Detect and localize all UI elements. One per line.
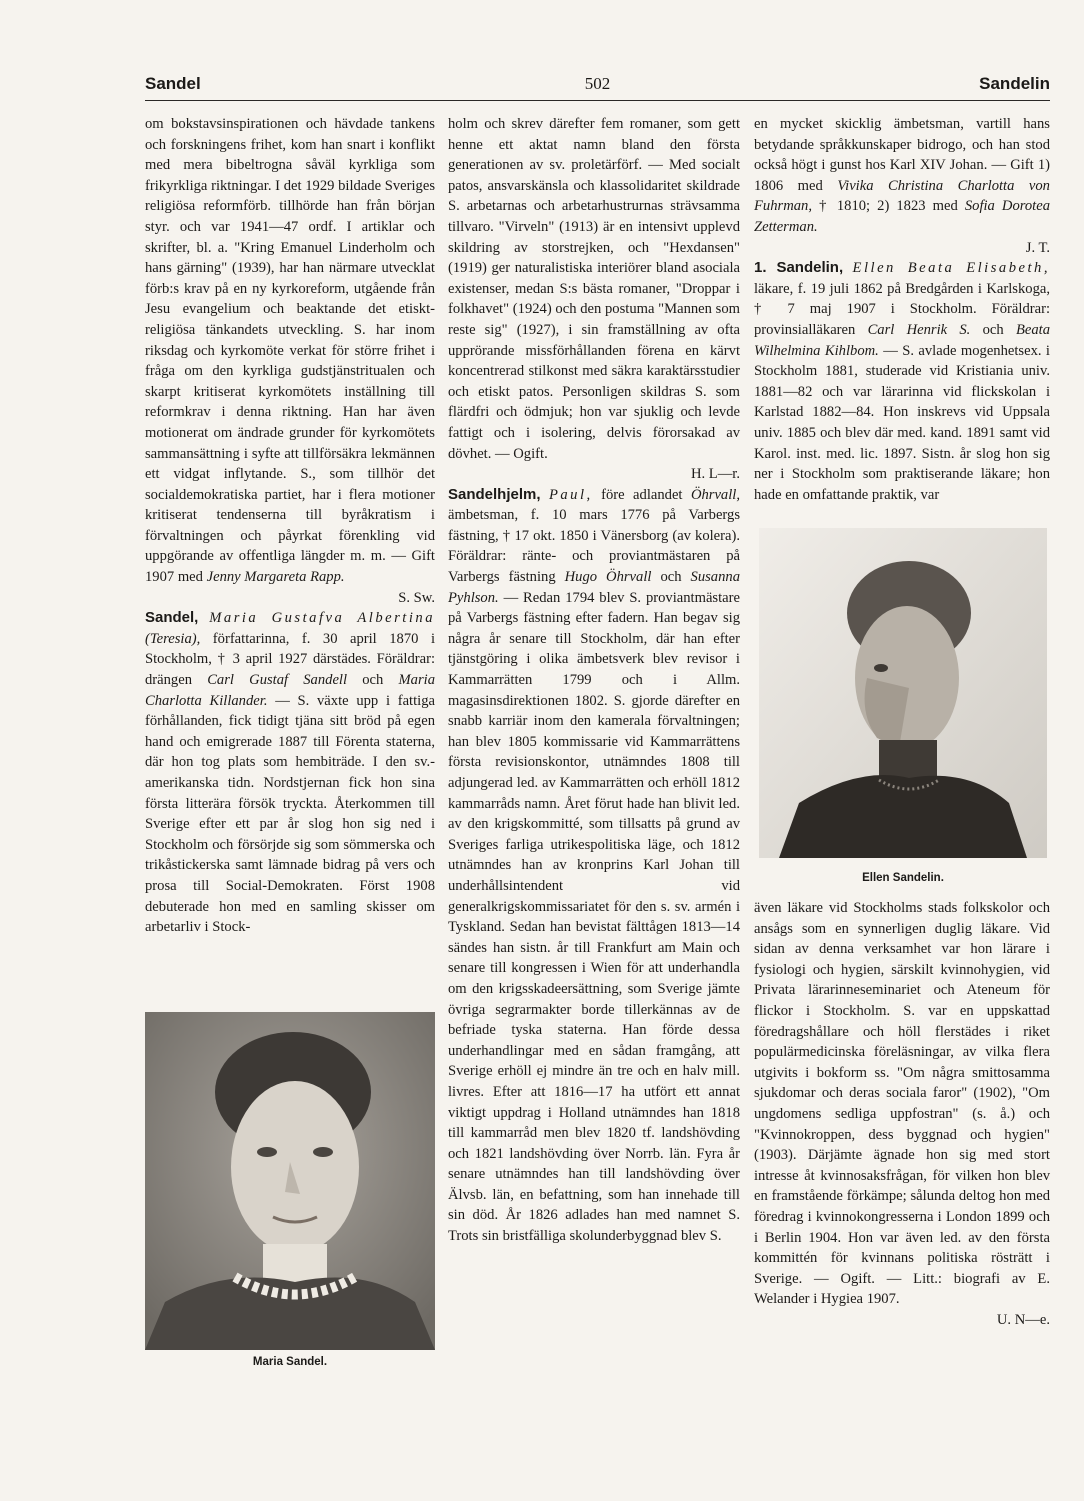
entry-text: — S. avlade mogenhetsex. i Stockholm 1881, studerade vid Kristiania univ. 1881—82 och var lärarinna vid flickskolan i Karlstad 1882—84. Hon inskrevs vid Uppsala univ. 1885 och blev där med. kand. 1891 samt vid Karol. inst. med. lic. 1897. Sistn. år slog hon sig ner i Stockholm som praktiserande läkare; hon hade en omfattande praktik, var [754,342,1050,503]
spouse-name: Vivika Christina Charlotta von Fuhrman, [754,177,1050,215]
portrait-ellen-sandelin [759,528,1047,858]
author-signature: S. Sw. [398,589,435,606]
entry-given-names: Ellen Beata Elisabeth, [852,260,1050,277]
portrait-image [759,528,1047,858]
column-3 [754,114,1050,505]
entry-text: holm och skrev därefter fem romaner, som gett henne ett aktat namn bland den första generationen av sv. proletärförf. — Med socialt patos, ansvarskänsla och klassolidaritet skildrade S. arbetarnas och arbetarhustrurnas strävsamma tillvaro. "Virveln" (1913) är en intensivt upplevd skildring av storstrejken, och "Hexdansen" (1919) ger naturalistiska interiörer bland asociala existenser, medan S:s bästa romaner, "Droppar i folkhavet" (1924) och den postuma "Mannen som reste sig" (1927), i sin framställning av ofta upprörande missförhållanden förena en kärvt koncentrerad stilkonst med säkra karaktärsstudier och etiskt patos. Personligen skildras S. som flärdfri och ödmjuk; hon var sjuklig och levde fattigt och i isolering, delvis förorsakad av dövhet. — Ogift. [448,116,740,462]
column-2 [448,114,740,1247]
previous-surname: Öhrvall, [690,486,740,503]
entry-sandelhjelm-continuation [754,114,1050,258]
entry-text: om bokstavsinspirationen och hävdade tankens och forskningens frihet, kom han snart i konflikt med mera bibeltrogna såväl kyrkliga som frikyrkliga riktningar. I det 1929 bildade Sveriges religiösa reformförb. tillhörde han från början styr. och var 1941—47 ordf. I artiklar och skrifter, bl. a. "Kring Emanuel Linderholm och hans gärning" (1939), har han närmare utvecklat förb:s krav på en ny kyrkoreform, utgående från Jesu evangelium och beaktande det etiskt-religiösa tänkandets utveckling. S. har inom riksdag och kyrkomöte verkat för större frihet i fråga om den kyrkliga gudstjänstritualen och skarpt kritiserat kyrkomötets inställning till reformkrav i denna riktning. Han har även motionerat om ändrade grunder för kyrkomötets sammansättning i syfte att tillförsäkra lekmännen ett vidgat inflytande. S., som tillhör det socialdemokratiska partiet, har i flera motioner kritiserat tendenserna till byråkratism i förvaltningen och påyrkat förenkling vid uppgörande av offentliga längder m. m. — Gift 1907 med [145,116,435,586]
spouse-name: Jenny Margareta Rapp. [206,569,345,586]
entry-headword: Sandelhjelm, [448,485,541,503]
author-signature: U. N—e. [996,1311,1050,1328]
header-right-entry: Sandelin [979,74,1050,93]
header-left-entry: Sandel [145,74,201,93]
column-1 [145,114,435,938]
mother-name: Susanna Pyhlson. [448,569,740,606]
entry-text: och [660,569,682,586]
father-name: Carl Henrik S. [867,321,971,338]
entry-headword: 1. Sandelin, [754,259,844,277]
entry-text: ämbetsman, f. 10 mars 1776 på Varbergs fästning, † 17 okt. 1850 i Vänersborg (av kolera). Föräldrar: ränte- och proviantmästaren på Varbergs fästning [448,507,740,586]
caption-ellen-sandelin: Ellen Sandelin. [862,872,944,884]
entry-given-names: Paul, [548,486,593,503]
mother-name: Beata Wilhelmina Kihlbom. [754,321,1050,359]
entry-text: — Redan 1794 blev S. proviantmästare på Varbergs fästning efter fadern. Han begav sig några år senare till Stockholm, där han efter tjänstgöring i olika ämbetsverk blev revisor i Kammarrätten 1799 och i Allm. magasinsdirektionen 1802. S. gjorde därefter en snabb karriär inom den kamerala förvaltningen; han blev 1805 kommissarie vid Kammarrättens första revisionskontor, utnämndes 1808 till adjungerad led. av Kammarrätten och erhöll 1812 kammarråds namn. Året förut hade han blivit led. av den krigskommitté, som tillsatts på grund av Sveriges farliga utrikespolitiska läge, och 1812 utnämndes han av kronprins Karl Johan till underhållsintendent vid generalkrigskommissariatet för den s. sv. armén i Tyskland. Sedan han bevistat fälttågen 1813—14 sändes han sistn. år till Frankfurt am Main och senare till kongressen i Wien för att underhandla om den krigsskadeersättning, som Sverige jämte övriga segrarmakter borde tillerkännas av de befriade tyska staterna. Han förde dessa underhandlingar med en sådan framgång, att Sverige erhöll ej mindre än tre och en halv mill. livres. Efter att 1816—17 ha utfört ett annat viktigt uppdrag i Holland utnämndes han 1818 till kammarråd men blev 1820 tf. landshövding och 1821 landshövding över Norrb. län. Fyra år senare utnämndes han till landshövding över Älvsb. län, en befattning, som han innehade till sin död. År 1826 adlades han med namnet S. Trots sin bristfälliga skolunderbyggnad blev S. [448,589,740,1245]
caption-maria-sandel: Maria Sandel. [252,1356,328,1368]
column-3-lower [754,898,1050,1330]
father-name: Carl Gustaf Sandell [207,672,348,689]
entry-sandelhjelm [448,485,740,1247]
entry-text: en mycket skicklig ämbetsman, vartill hans betydande språkkunskaper bidrogo, och han stod också högt i gunst hos Karl XIV Johan. — Gift 1) 1806 med [754,116,1050,194]
entry-sandel-continuation [145,114,435,608]
spouse-name: Sofia Dorotea Zetterman. [754,198,1051,235]
entry-text: författarinna, f. 30 april 1870 i Stockholm, † 3 april 1927 därstädes. Föräldrar: drängen [145,630,435,689]
mother-name: Maria Charlotta Killander. [145,672,435,709]
entry-ellen-sandelin [754,258,1050,505]
entry-text: och [982,321,1004,338]
entry-given-names: Maria Gustafva Albertina [209,610,436,627]
entry-text: före adlandet [601,486,683,503]
entry-alias: (Teresia), [145,630,201,647]
author-signature: H. L—r. [690,466,740,483]
entry-text: läkare, f. 19 juli 1862 på Bredgården i Karlskoga, † 7 maj 1907 i Stockholm. Föräldrar: provinsialläkaren [754,280,1050,338]
page-number: 502 [584,74,611,93]
entry-headword: Sandel, [145,609,199,627]
entry-maria-sandel [145,608,435,938]
entry-text: † 1810; 2) 1823 med [819,198,958,215]
page-header [145,72,1050,101]
entry-maria-sandel-continuation [448,114,740,485]
entry-ellen-sandelin-continuation [754,898,1050,1330]
entry-text: — S. växte upp i fattiga förhållanden, fick tidigt tjäna sitt bröd på egen hand och emigrerade 1887 till Förenta staterna, där hon tog plats som hembiträde. I den sv.-amerikanska tidn. Nordstjernan fick hon sina första litterära försök tryckta. Återkommen till Sverige efter ett par år slog hon sig ned i Stockholm och försörjde sig som sömmerska och trikåstickerska samt lämnade bidrag på vers och prosa till Social-Demokraten. Först 1908 debuterade hon med en samling skisser om arbetarliv i Stock- [145,692,435,936]
portrait-image [145,1012,435,1350]
entry-text: även läkare vid Stockholms stads folkskolor och ansågs som en synnerligen duglig läkare. Vid sidan av denna verksamhet var hon lärare i fysiologi och hygien, särskilt kvinnohygien, vid Privata lärarinneseminariet och Ateneum för flickor i Stockholm. S. var en uppskattad föredragshållare och höll flerstädes i riket populärmedicinska föreläsningar, av vilka flera utgivits i bokform ss. "Om några smittosamma sjukdomar och deras sociala faror" (1902), "Om ungdomens sedliga uppfostran" (s. å.) och "Kvinnokroppen, dess byggnad och hygien" (1903). Därjämte ägnade hon sig med stort intresse åt kvinnosaksfrågan, för vilken hon blev en framstående förkämpe; sålunda deltog hon med föredrag i kvinnokongresserna i London 1899 och i Berlin 1904. Hon var även led. av den första kommittén för kvinnans politiska rösträtt i Sverige. — Ogift. — Litt.: biografi av E. Welander i Hygiea 1907. [754,900,1050,1308]
entry-text: och [362,672,384,689]
portrait-maria-sandel [145,1012,435,1350]
father-name: Hugo Öhrvall [564,569,652,586]
author-signature: J. T. [1025,239,1050,256]
